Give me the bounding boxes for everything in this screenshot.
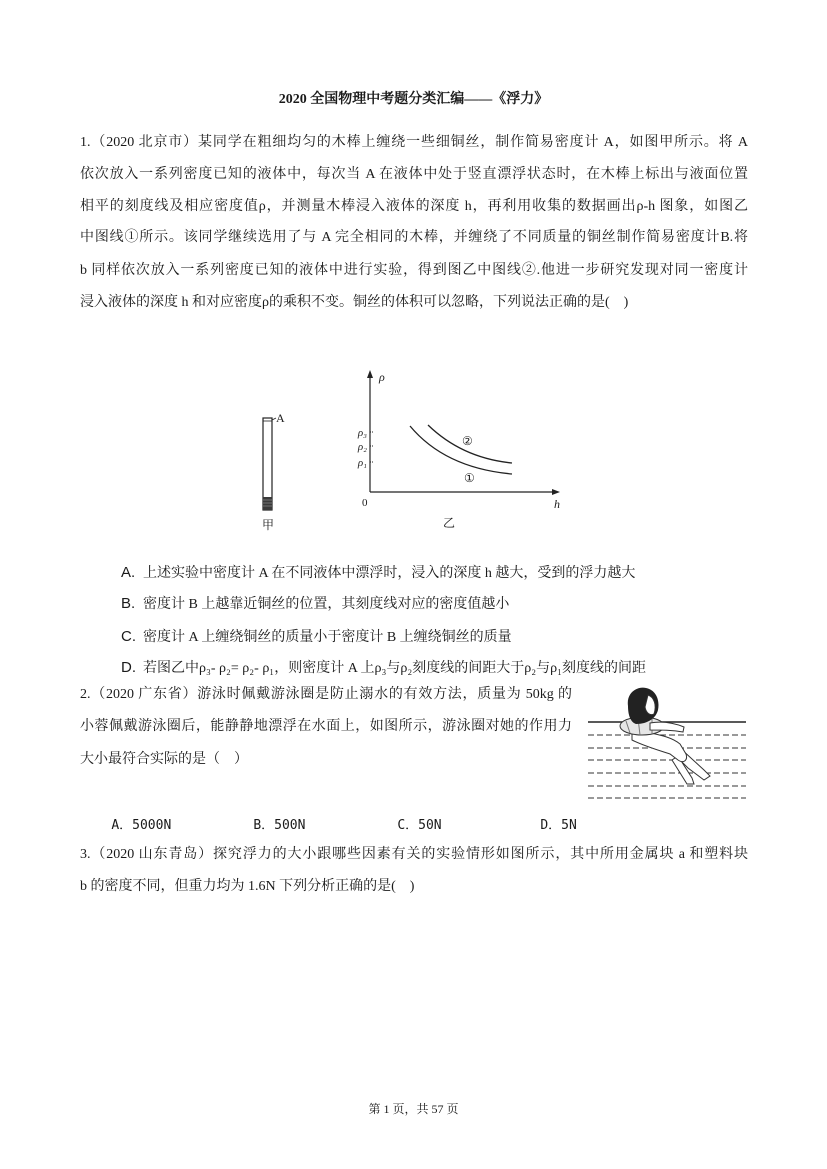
tick-label-rho1: ρ₁ [357,457,367,469]
y-axis-arrow [367,370,373,378]
option-label: C. [121,628,136,645]
option-label: A． [111,818,133,833]
origin-label: 0 [362,497,368,509]
question-1-line-1: 1.（2020 北京市）某同学在粗细均匀的木棒上缠绕一些细铜丝，制作简易密度计 A，如图甲所示。将 A [80,135,748,150]
question-1-line-5: b 同样依次放入一系列密度已知的液体中进行实验，得到图乙中图线②.他进一步研究发现对同一密度计 [80,263,748,278]
option-b [107,574,510,612]
curve-label-2: ② [462,434,473,448]
option-d [509,796,577,833]
option-text: 上述实验中密度计 A 在不同液体中漂浮时，浸入的深度 h 越大，受到的浮力越大 [143,566,636,581]
option-text: 密度计 A 上缠绕铜丝的质量小于密度计 B 上缠绕铜丝的质量 [143,630,512,645]
y-axis-label: ρ [379,370,385,384]
option-label: D． [540,818,562,833]
question-3-line-2: b 的密度不同，但重力均为 1.6N 下列分析正确的是( ) [80,879,415,894]
wooden-stick [263,418,272,510]
figure-yi-graph [357,370,560,530]
option-a [107,543,636,581]
curve-label-1: ① [464,471,475,485]
copper-wire-coil [263,497,272,510]
option-c [366,796,442,833]
option-text: 若图乙中ρ₃- ρ₂= ρ₂- ρ₁，则密度计 A 上ρ₃与ρ₂刻度线的间距大于ρ₂与ρ₁刻度线的间距 [143,661,646,676]
figure-caption-yi: 乙 [442,516,456,530]
question-3-line-1: 3.（2020 山东青岛）探究浮力的大小跟哪些因素有关的实验情形如图所示，其中所用金属块 a 和塑料块 [80,847,748,862]
tick-label-rho3: ρ₃ [357,427,367,439]
option-text: 5N [561,818,577,833]
question-2-line-1: 2.（2020 广东省）游泳时佩戴游泳圈是防止溺水的有效方法，质量为 50kg 的 [80,687,572,702]
question-1-line-6: 浸入液体的深度 h 和对应密度ρ的乘积不变。铜丝的体积可以忽略，下列说法正确的是( ) [80,295,629,310]
option-c [107,607,512,645]
option-label: B. [121,595,136,612]
option-text: 500N [274,818,306,833]
option-text: 50N [418,818,442,833]
question-1-line-4: 中图线①所示。该同学继续选用了与 A 完全相同的木棒，并缠绕了不同质量的铜丝制作简易密度计B.将 [80,230,748,245]
x-axis-label: h [554,497,560,511]
question-2-line-2: 小蓉佩戴游泳圈后，能静静地漂浮在水面上，如图所示，游泳圈对她的作用力 [80,719,572,734]
option-label: D. [121,659,136,676]
figure-caption-jia: 甲 [261,518,275,532]
option-text: 5000N [132,818,172,833]
tick-label-rho2: ρ₂ [357,441,367,453]
option-label: C． [397,818,419,833]
option-a [80,796,172,833]
question-1-line-3: 相平的刻度线及相应密度值ρ，并测量木棒浸入液体的深度 h，再利用收集的数据画出ρ-h 图象，如图乙 [80,199,748,214]
swimmer-figure [588,684,746,806]
option-b [222,796,306,833]
figure-jia-densimeter [262,411,285,532]
question-2-line-3: 大小最符合实际的是（ ） [80,752,248,767]
curve-1 [410,426,512,474]
swimmer-girl [588,688,746,784]
option-d [107,638,646,676]
stick-label: A [276,411,285,425]
option-label: A. [121,564,136,581]
x-axis-arrow [552,489,560,495]
page-footer: 第 1 页，共 57 页 [368,1102,459,1116]
document-title: 2020 全国物理中考题分类汇编——《浮力》 [278,92,549,107]
option-label: B． [253,818,275,833]
question-1-figure [240,362,570,540]
option-text: 密度计 B 上越靠近铜丝的位置，其刻度线对应的密度值越小 [143,597,510,612]
question-1-line-2: 依次放入一系列密度已知的液体中，每次当 A 在液体中处于竖直漂浮状态时，在木棒上标出与液面位置 [80,167,748,182]
